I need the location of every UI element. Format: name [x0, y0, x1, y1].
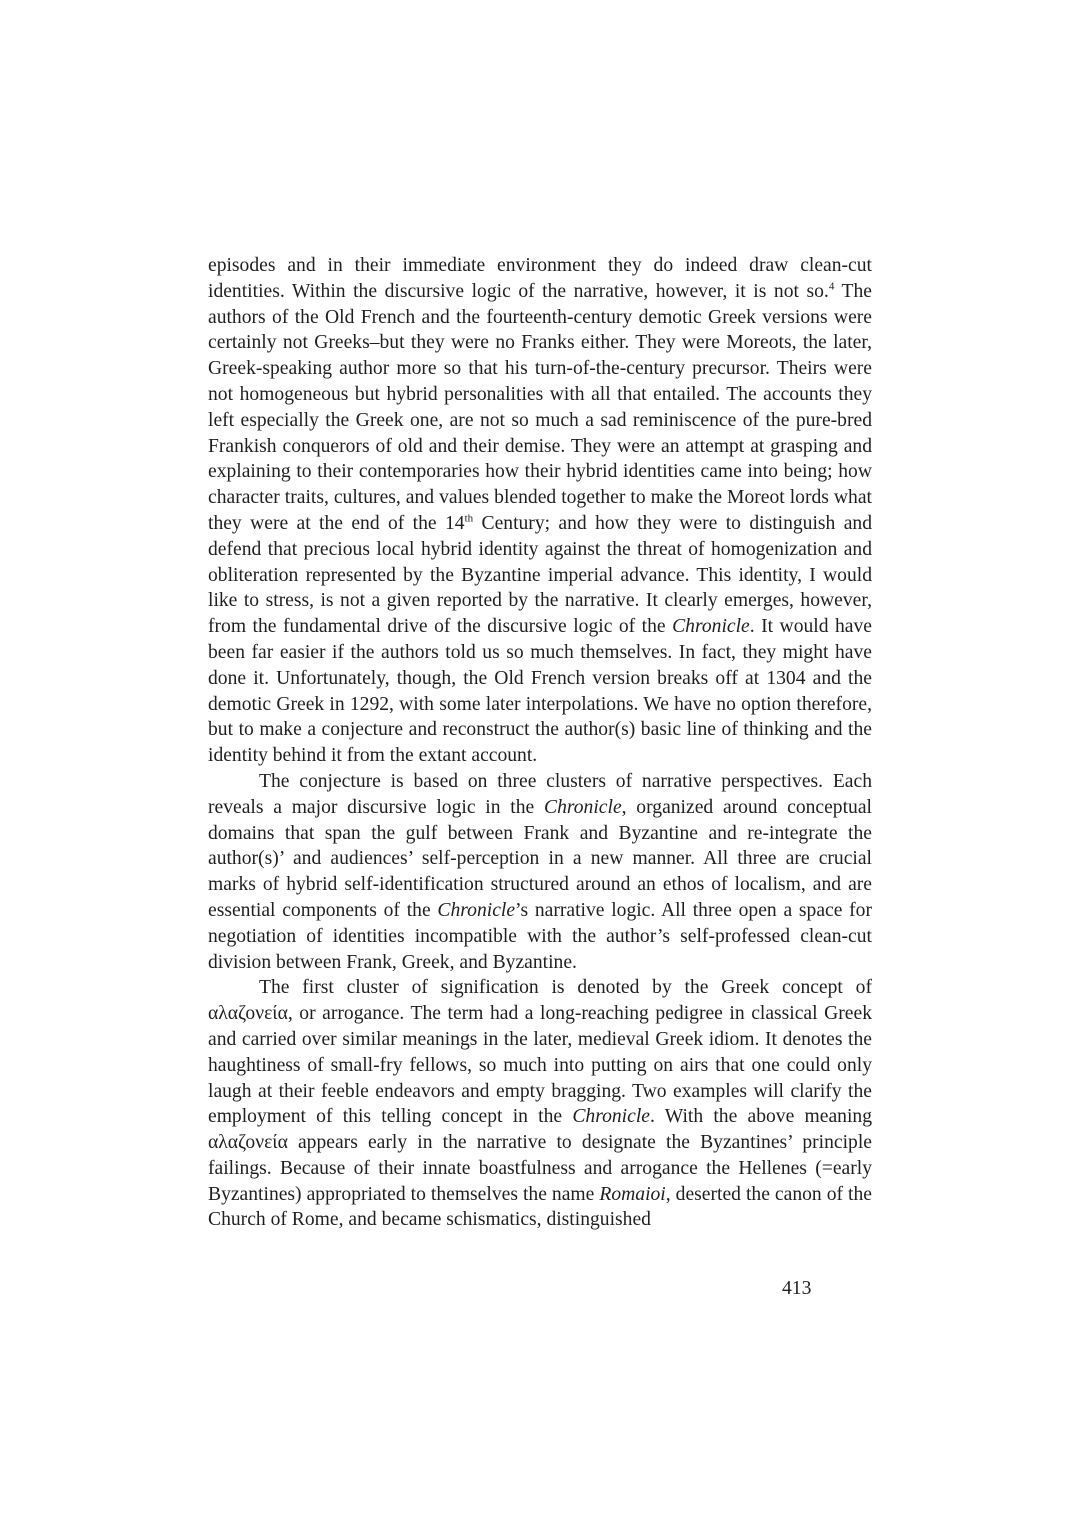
text-run: , organized around conceptual domains that span the gulf between Frank and Byzantine and re-integrate the author(s)’ and audiences’ self-perception in a new manner. All three are crucial marks of hybrid self-identification structured around an ethos of localism, and are essential components of the — [208, 796, 872, 921]
page-number: 413 — [782, 1278, 812, 1299]
body-text — [208, 253, 872, 1233]
italic-title: Chronicle — [544, 796, 622, 818]
ordinal-suffix: th — [464, 512, 474, 525]
text-run: . With the above meaning αλαζονεία appears early in the narrative to designate the Byzantines’ principle failings. Because of their innate boastfulness and arrogance the Hellenes (=early Byzantines) appropriated to themselves the name — [208, 1106, 872, 1205]
footnote-marker: 4 — [828, 280, 835, 293]
text-run: The first cluster of signification is denoted by the Greek concept of αλαζονεία, or arrogance. The term had a long-reaching pedigree in classical Greek and carried over similar meanings in the later, medieval Greek idiom. It denotes the haughtiness of small-fry fellows, so much into putting on airs that one could only laugh at their feeble endeavors and empty bragging. Two examples will clarify the employment of this telling concept in the — [208, 977, 872, 1128]
text-run: . It would have been far easier if the authors told us so much themselves. In fact, they might have done it. Unfortunately, though, the Old French version breaks off at 1304 and the demotic Greek in 1292, with some later interpolations. We have no option therefore, but to make a conjecture and reconstruct the author(s) basic line of thinking and the identity behind it from the extant account. — [208, 616, 872, 767]
text-run: episodes and in their immediate environment they do indeed draw clean-cut identities. Within the discursive logic of the narrative, however, it is not so. — [208, 255, 872, 302]
italic-title: Chronicle — [437, 899, 516, 921]
text-run: , deserted the canon of the Church of Rome, and became schismatics, distinguished — [208, 1183, 872, 1231]
text-run: The conjecture is based on three clusters of narrative perspectives. Each reveals a major discursive logic in the — [208, 770, 872, 818]
text-run: The authors of the Old French and the fourteenth-century demotic Greek versions were certainly not Greeks–but they were no Franks either. They were Moreots, the later, Greek-speaking author more so that his turn-of-the-century precursor. Theirs were not homogeneous but hybrid personalities with all that entailed. The accounts they left especially the Greek one, are not so much a sad reminiscence of the pure-bred Frankish conquerors of old and their demise. They were an attempt at grasping and explaining to their contemporaries how their hybrid identities came into being; how character traits, cultures, and values blended together to make the Moreot lords what they were at the end of the 14 — [208, 280, 872, 534]
text-run: ’s narrative logic. All three open a space for negotiation of identities incompatible with the author’s self-professed clean-cut division between Frank, Greek, and Byzantine. — [208, 899, 872, 973]
italic-title: Chronicle — [672, 616, 750, 638]
italic-title: Chronicle — [572, 1106, 650, 1128]
paragraph-2 — [208, 769, 872, 975]
paragraph-3 — [208, 975, 872, 1233]
italic-term: Romaioi — [599, 1183, 666, 1205]
paragraph-1 — [208, 253, 872, 769]
text-run: Century; and how they were to distinguish and defend that precious local hybrid identity against the threat of homogenization and obliteration represented by the Byzantine imperial advance. This identity, I would like to stress, is not a given reported by the narrative. It clearly emerges, however, from the fundamental drive of the discursive logic of the — [208, 512, 872, 638]
